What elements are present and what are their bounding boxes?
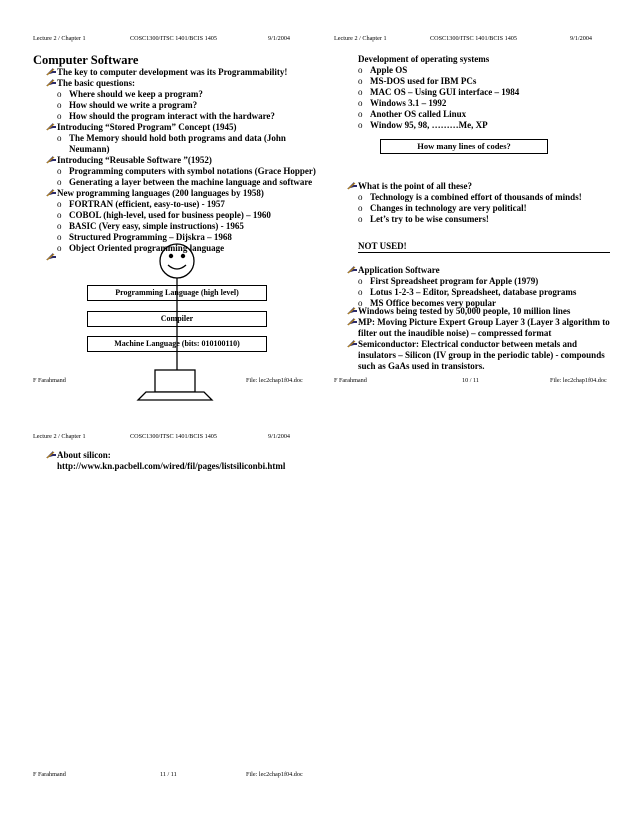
header-left: Lecture 2 / Chapter 1 xyxy=(33,433,86,440)
bullet-line: Introducing “Stored Program” Concept (1945) xyxy=(45,122,237,133)
header-course: COSC1300/ITSC 1401/BCIS 1405 xyxy=(430,35,517,42)
sub-bullet-line: o Windows 3.1 – 1992 xyxy=(358,98,447,108)
circle-bullet-icon: o xyxy=(57,221,62,231)
bullet-line: New programming languages (200 languages by 1958) xyxy=(45,188,264,199)
sub-bullet-line: o Generating a layer between the machine language and software xyxy=(57,177,313,187)
header-date: 9/1/2004 xyxy=(268,433,291,440)
circle-bullet-icon: o xyxy=(358,287,363,297)
sub-bullet-line: o FORTRAN (efficient, easy-to-use) - 1957 xyxy=(57,199,225,209)
heading-line: Development of operating systems xyxy=(358,54,490,64)
sub-bullet-line: o Where should we keep a program? xyxy=(57,89,203,99)
bullet-line: About silicon: xyxy=(45,450,111,461)
sub-bullet-line: o COBOL (high-level, used for business people) – 1960 xyxy=(57,210,271,220)
machine-language-box: Machine Language (bits: 010100110) xyxy=(87,336,267,352)
programming-language-box: Programming Language (high level) xyxy=(87,285,267,301)
bullet-line: Semiconductor: Electrical conductor between metals and xyxy=(346,339,577,350)
sub-bullet-line: o The Memory should hold both programs and data (John xyxy=(57,133,286,143)
footer-author: F Farahmand xyxy=(33,771,66,778)
footer-author: F Farahmand xyxy=(33,377,66,384)
smiley-face-icon xyxy=(160,244,194,278)
bullet-line: The key to computer development was its Programmability! xyxy=(45,67,287,78)
arrow-bullet-icon xyxy=(346,339,357,348)
circle-bullet-icon: o xyxy=(57,89,62,99)
arrow-bullet-icon xyxy=(45,188,56,197)
bullet-line: The basic questions: xyxy=(45,78,135,89)
circle-bullet-icon: o xyxy=(57,177,62,187)
sub-bullet-line: o Apple OS xyxy=(358,65,408,75)
circle-bullet-icon: o xyxy=(358,192,363,202)
circle-bullet-icon: o xyxy=(57,100,62,110)
arrow-bullet-icon xyxy=(346,265,357,274)
circle-bullet-icon: o xyxy=(57,232,62,242)
circle-bullet-icon: o xyxy=(358,98,363,108)
sub-bullet-line: o Lotus 1-2-3 – Editor, Spreadsheet, database programs xyxy=(358,287,577,297)
sub-bullet-line: o Changes in technology are very political! xyxy=(358,203,527,213)
compiler-box: Compiler xyxy=(87,311,267,327)
continuation-line: such as GaAs used in transistors. xyxy=(358,361,485,371)
arrow-bullet-icon xyxy=(45,122,56,131)
footer-page: 11 / 11 xyxy=(160,771,177,778)
not-used-heading: NOT USED! xyxy=(358,241,407,251)
footer-page: 10 / 11 xyxy=(462,377,479,384)
arrow-bullet-icon xyxy=(45,67,56,76)
circle-bullet-icon: o xyxy=(57,111,62,121)
sub-bullet-line: o Window 95, 98, ………Me, XP xyxy=(358,120,488,130)
sub-bullet-line: o Technology is a combined effort of thousands of minds! xyxy=(358,192,582,202)
circle-bullet-icon: o xyxy=(358,120,363,130)
bullet-line: Application Software xyxy=(346,265,440,276)
continuation-line: Neumann) xyxy=(69,144,110,154)
footer-file: File: lec2chap1f04.doc xyxy=(246,377,303,384)
sub-bullet-line: o How should the program interact with the hardware? xyxy=(57,111,275,121)
continuation-line: filter out the inaudible noise) – compressed format xyxy=(358,328,552,338)
arrow-bullet-icon xyxy=(45,155,56,164)
bullet-line: Introducing “Reusable Software ”(1952) xyxy=(45,155,212,166)
sub-bullet-line: o BASIC (Very easy, simple instructions) - 1965 xyxy=(57,221,244,231)
header-date: 9/1/2004 xyxy=(268,35,291,42)
circle-bullet-icon: o xyxy=(358,276,363,286)
lines-of-code-box: How many lines of codes? xyxy=(380,139,548,154)
link-line[interactable]: http://www.kn.pacbell.com/wired/fil/pages/listsiliconbi.html xyxy=(57,461,286,471)
sub-bullet-line: o MS Office becomes very popular xyxy=(358,298,496,308)
header-left: Lecture 2 / Chapter 1 xyxy=(334,35,387,42)
sub-bullet-line: o Structured Programming – Dijskra – 1968 xyxy=(57,232,232,242)
continuation-line: insulators – Silicon (IV group in the periodic table) - compounds xyxy=(358,350,605,360)
bullet-line-empty xyxy=(45,252,57,263)
header-left: Lecture 2 / Chapter 1 xyxy=(33,35,86,42)
bullet-line: Windows being tested by 50,000 people, 10 million lines xyxy=(346,306,570,317)
bullet-line: MP: Moving Picture Expert Group Layer 3 (Layer 3 algorithm to xyxy=(346,317,610,328)
divider-line xyxy=(358,252,610,253)
circle-bullet-icon: o xyxy=(57,243,62,253)
sub-bullet-line: o First Spreadsheet program for Apple (1979) xyxy=(358,276,539,286)
circle-bullet-icon: o xyxy=(358,214,363,224)
arrow-bullet-icon xyxy=(346,317,357,326)
circle-bullet-icon: o xyxy=(358,76,363,86)
circle-bullet-icon: o xyxy=(57,210,62,220)
slide-title: Computer Software xyxy=(33,53,139,67)
header-course: COSC1300/ITSC 1401/BCIS 1405 xyxy=(130,35,217,42)
arrow-bullet-icon xyxy=(346,181,357,190)
arrow-bullet-icon xyxy=(45,78,56,87)
circle-bullet-icon: o xyxy=(57,166,62,176)
footer-file: File: lec2chap1f04.doc xyxy=(550,377,607,384)
circle-bullet-icon: o xyxy=(57,199,62,209)
arrow-bullet-icon xyxy=(346,306,357,315)
sub-bullet-line: o Object Oriented programming language xyxy=(57,243,225,253)
footer-file: File: lec2chap1f04.doc xyxy=(246,771,303,778)
circle-bullet-icon: o xyxy=(57,133,62,143)
header-date: 9/1/2004 xyxy=(570,35,593,42)
footer-author: F Farahmand xyxy=(334,377,367,384)
arrow-bullet-icon xyxy=(45,252,56,261)
header-course: COSC1300/ITSC 1401/BCIS 1405 xyxy=(130,433,217,440)
sub-bullet-line: o Programming computers with symbol notations (Grace Hopper) xyxy=(57,166,316,176)
sub-bullet-line: o MS-DOS used for IBM PCs xyxy=(358,76,477,86)
arrow-bullet-icon xyxy=(45,450,56,459)
sub-bullet-line: o MAC OS – Using GUI interface – 1984 xyxy=(358,87,520,97)
sub-bullet-line: o Another OS called Linux xyxy=(358,109,467,119)
bullet-line: What is the point of all these? xyxy=(346,181,472,192)
circle-bullet-icon: o xyxy=(358,298,363,308)
sub-bullet-line: o Let’s try to be wise consumers! xyxy=(358,214,489,224)
circle-bullet-icon: o xyxy=(358,203,363,213)
circle-bullet-icon: o xyxy=(358,109,363,119)
circle-bullet-icon: o xyxy=(358,65,363,75)
computer-icon xyxy=(138,370,212,400)
sub-bullet-line: o How should we write a program? xyxy=(57,100,198,110)
circle-bullet-icon: o xyxy=(358,87,363,97)
